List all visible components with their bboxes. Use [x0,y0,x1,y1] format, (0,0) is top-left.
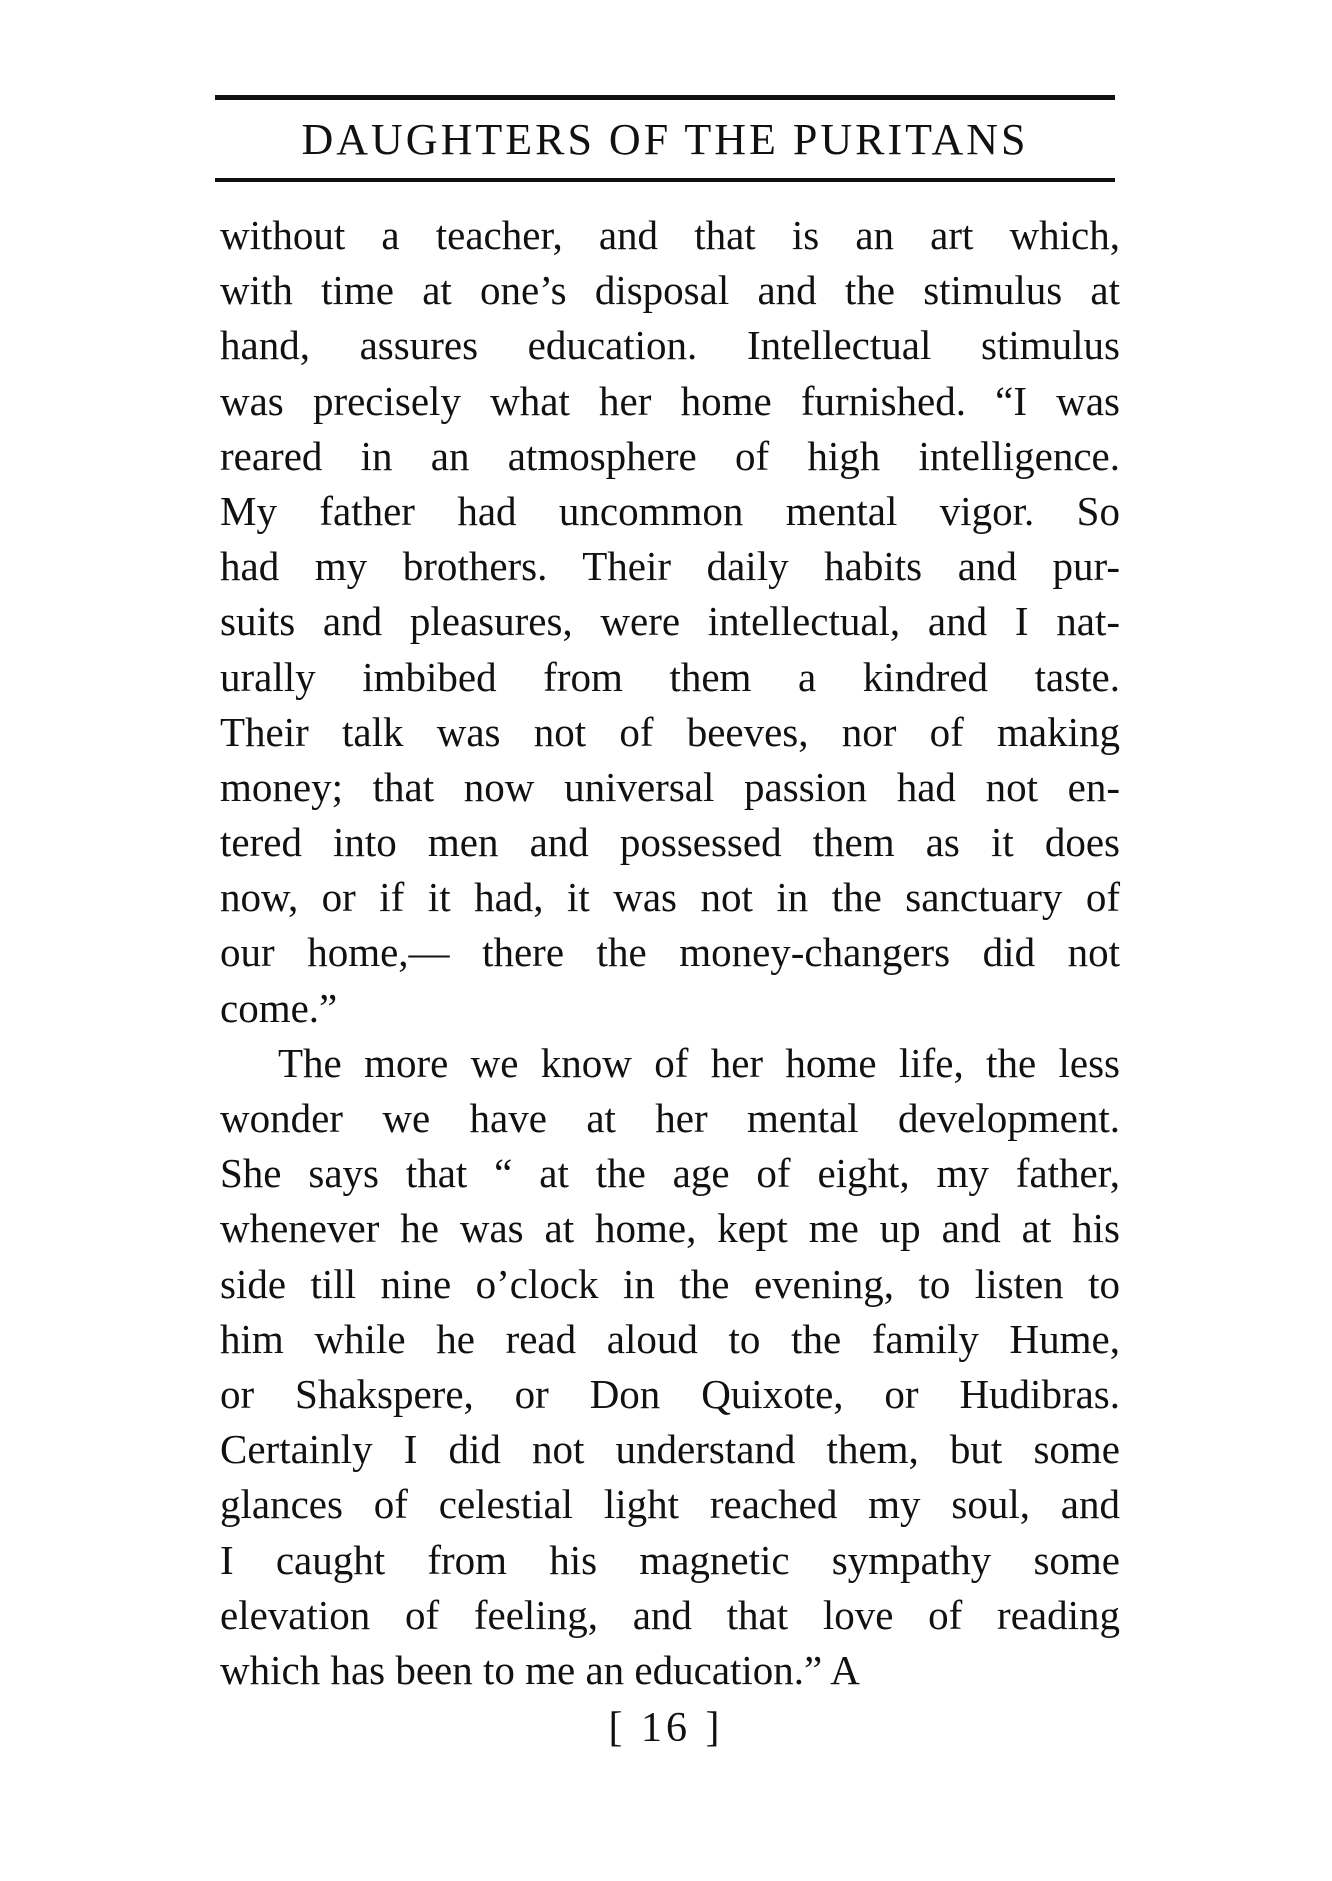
text-line: glances of celestial light reached my soul, and [220,1481,1120,1528]
text-line: our home,— there the money-changers did not [220,929,1120,976]
text-line: She says that “ at the age of eight, my father, [220,1150,1120,1197]
paragraph [220,1036,1120,1698]
header-rule-bottom [215,178,1115,182]
text-line: The more we know of her home life, the less [278,1039,1120,1086]
text-line: him while he read aloud to the family Hume, [220,1315,1120,1362]
paragraph [220,208,1120,1036]
text-line: was precisely what her home furnished. “I was [220,377,1120,424]
text-line: suits and pleasures, were intellectual, and I nat- [220,598,1120,645]
text-line: reared in an atmosphere of high intelligence. [220,432,1120,479]
text-line: wonder we have at her mental development. [220,1095,1120,1141]
text-line: which has been to me an education.” A [220,1646,860,1693]
text-line: side till nine o’clock in the evening, to listen to [220,1260,1120,1307]
text-line: had my brothers. Their daily habits and pur- [220,543,1120,590]
text-line: hand, assures education. Intellectual stimulus [220,322,1120,369]
text-line: money; that now universal passion had not en- [220,763,1120,810]
text-line: with time at one’s disposal and the stimulus at [220,267,1120,314]
text-line: urally imbibed from them a kindred taste. [220,653,1120,700]
text-line: My father had uncommon mental vigor. So [220,487,1120,534]
text-line: Certainly I did not understand them, but some [220,1426,1120,1473]
text-line: now, or if it had, it was not in the sanctuary of [220,874,1120,921]
text-line: or Shakspere, or Don Quixote, or Hudibras. [220,1370,1120,1417]
text-line: tered into men and possessed them as it does [220,819,1120,866]
text-line: I caught from his magnetic sympathy some [220,1536,1120,1583]
page-number: [ 16 ] [608,1705,724,1751]
body-text [220,208,1120,1698]
text-line: come.” [220,984,338,1031]
text-line: elevation of feeling, and that love of reading [220,1591,1120,1638]
running-head: DAUGHTERS OF THE PURITANS [301,115,1029,164]
header-rule-top [215,95,1115,100]
text-line: Their talk was not of beeves, nor of making [220,708,1120,755]
text-line: without a teacher, and that is an art which, [220,212,1120,258]
text-line: whenever he was at home, kept me up and at his [220,1205,1120,1252]
